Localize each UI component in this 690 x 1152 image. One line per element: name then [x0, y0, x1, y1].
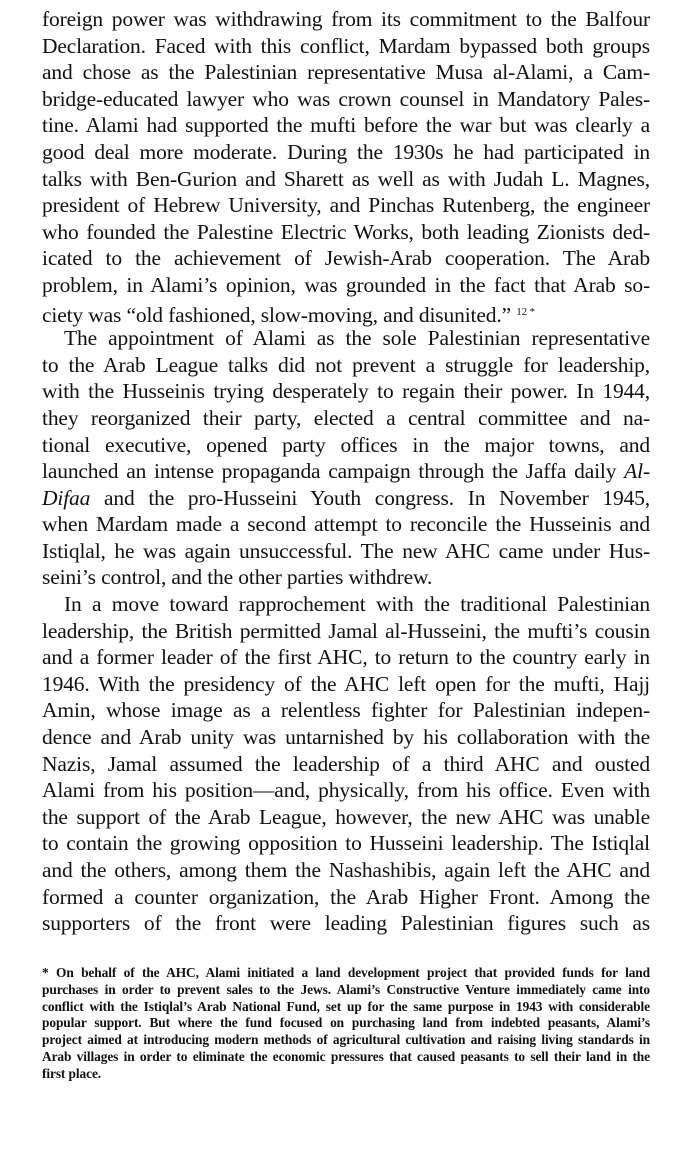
text-segment: Arab villages in order to eliminate the economic pressures that caused peasants to sell their land in the: [42, 1048, 650, 1064]
footnote-line: [42, 999, 650, 1016]
body-text: [42, 6, 650, 937]
body-line: [42, 511, 650, 538]
text-segment: seini’s control, and the other parties withdrew.: [42, 565, 433, 590]
body-line: [42, 751, 650, 778]
text-segment: launched an intense propaganda campaign through the Jaffa daily: [42, 459, 625, 484]
body-line: [42, 804, 650, 831]
text-segment: dence and Arab unity was untarnished by his collaboration with the: [42, 725, 650, 750]
body-line: [42, 112, 650, 139]
text-segment: * On behalf of the AHC, Alami initiated a land development project that provided funds for land: [42, 965, 650, 980]
body-line: [42, 378, 650, 405]
body-line: [42, 139, 650, 166]
text-segment: Amin, whose image as a relentless fighter for Palestinian indepen-: [42, 698, 650, 723]
body-line: [42, 458, 650, 485]
text-segment: conflict with the Istiqlal’s Arab National Fund, set up for the same purpose in 1943 with considerable: [42, 998, 650, 1014]
text-segment: with the Husseinis trying desperately to regain their power. In 1944,: [42, 379, 650, 404]
footnote-line: [42, 982, 650, 999]
text-segment: Istiqlal, he was again unsuccessful. The new AHC came under Hus-: [42, 538, 650, 563]
footnote-line: [42, 1032, 650, 1049]
text-segment: formed a counter organization, the Arab Higher Front. Among the: [42, 884, 650, 909]
text-segment: popular support. But where the fund focused on purchasing land from indebted peasants, Alami’s: [42, 1015, 650, 1031]
body-line: [42, 724, 650, 751]
text-segment: bridge-educated lawyer who was crown counsel in Mandatory Pales-: [42, 86, 650, 111]
body-line: [42, 405, 650, 432]
body-line: [42, 485, 650, 512]
text-segment: good deal more moderate. During the 1930s he had participated in: [42, 139, 650, 164]
text-segment: Declaration. Faced with this conflict, Mardam bypassed both groups: [42, 33, 650, 58]
body-line: [42, 166, 650, 193]
body-line: [42, 697, 650, 724]
text-segment: supporters of the front were leading Palestinian figures such as: [42, 911, 650, 936]
body-line: [42, 618, 650, 645]
text-segment: 1946. With the presidency of the AHC left open for the mufti, Hajj: [42, 671, 650, 696]
text-segment: tional executive, opened party offices in the major towns, and: [42, 432, 650, 457]
text-segment: to contain the growing opposition to Husseini leadership. The Istiqlal: [42, 831, 650, 856]
body-line: [42, 564, 650, 591]
text-segment: In a move toward rapprochement with the traditional Palestinian: [64, 592, 650, 617]
text-segment: foreign power was withdrawing from its commitment to the Balfour: [42, 7, 650, 31]
text-segment: tine. Alami had supported the mufti before the war but was clearly a: [42, 113, 650, 138]
text-segment: purchases in order to prevent sales to the Jews. Alami’s Constructive Venture immediately came into: [42, 981, 650, 997]
body-line: [42, 6, 650, 33]
text-segment: and the others, among them the Nashashibis, again left the AHC and: [42, 858, 650, 882]
text-segment: ciety was “old fashioned, slow-moving, and disunited.”: [42, 302, 517, 327]
body-line: [42, 857, 650, 884]
body-line: [42, 777, 650, 804]
text-segment: Nazis, Jamal assumed the leadership of a third AHC and ousted: [42, 751, 650, 776]
text-segment: icated to the achievement of Jewish-Arab cooperation. The Arab: [42, 246, 650, 271]
text-segment: Al-: [624, 459, 650, 484]
body-line: [42, 245, 650, 272]
footnote: [42, 965, 650, 1083]
body-line: [42, 299, 650, 326]
footnote-ref: 12 *: [516, 305, 535, 318]
text-segment: first place.: [42, 1065, 102, 1081]
body-line: [42, 192, 650, 219]
body-line: [42, 538, 650, 565]
text-segment: project aimed at introducing modern methods of agricultural cultivation and raising living standards in: [42, 1032, 650, 1048]
text-segment: they reorganized their party, elected a central committee and na-: [42, 405, 650, 430]
text-segment: Alami from his position—and, physically, from his office. Even with: [42, 778, 650, 803]
text-segment: talks with Ben-Gurion and Sharett as well as with Judah L. Magnes,: [42, 166, 650, 191]
text-segment: and a former leader of the first AHC, to return to the country early in: [42, 645, 650, 670]
text-segment: problem, in Alami’s opinion, was grounded in the fact that Arab so-: [42, 272, 650, 297]
body-line: [42, 910, 650, 937]
footnote-line: [42, 965, 650, 982]
body-line: [42, 219, 650, 246]
text-segment: Difaa: [42, 485, 91, 510]
footnote-line: [42, 1066, 650, 1083]
body-line: [42, 884, 650, 911]
footnote-line: [42, 1049, 650, 1066]
text-segment: the support of the Arab League, however, the new AHC was unable: [42, 804, 650, 829]
body-line: [42, 325, 650, 352]
body-line: [42, 591, 650, 618]
text-segment: who founded the Palestine Electric Works, both leading Zionists ded-: [42, 219, 650, 244]
text-segment: leadership, the British permitted Jamal al-Husseini, the mufti’s cousin: [42, 618, 650, 643]
text-segment: and chose as the Palestinian representative Musa al-Alami, a Cam-: [42, 60, 650, 85]
text-segment: and the pro-Husseini Youth congress. In November 1945,: [90, 485, 650, 510]
body-line: [42, 33, 650, 60]
footnote-line: [42, 1015, 650, 1032]
body-line: [42, 352, 650, 379]
text-segment: to the Arab League talks did not prevent a struggle for leadership,: [42, 352, 650, 377]
body-line: [42, 830, 650, 857]
body-line: [42, 432, 650, 459]
body-line: [42, 671, 650, 698]
text-segment: president of Hebrew University, and Pinchas Rutenberg, the engineer: [42, 193, 650, 218]
body-line: [42, 59, 650, 86]
body-line: [42, 86, 650, 113]
text-segment: when Mardam made a second attempt to reconcile the Husseinis and: [42, 512, 650, 537]
body-line: [42, 644, 650, 671]
body-line: [42, 272, 650, 299]
text-segment: The appointment of Alami as the sole Palestinian representative: [64, 326, 650, 351]
